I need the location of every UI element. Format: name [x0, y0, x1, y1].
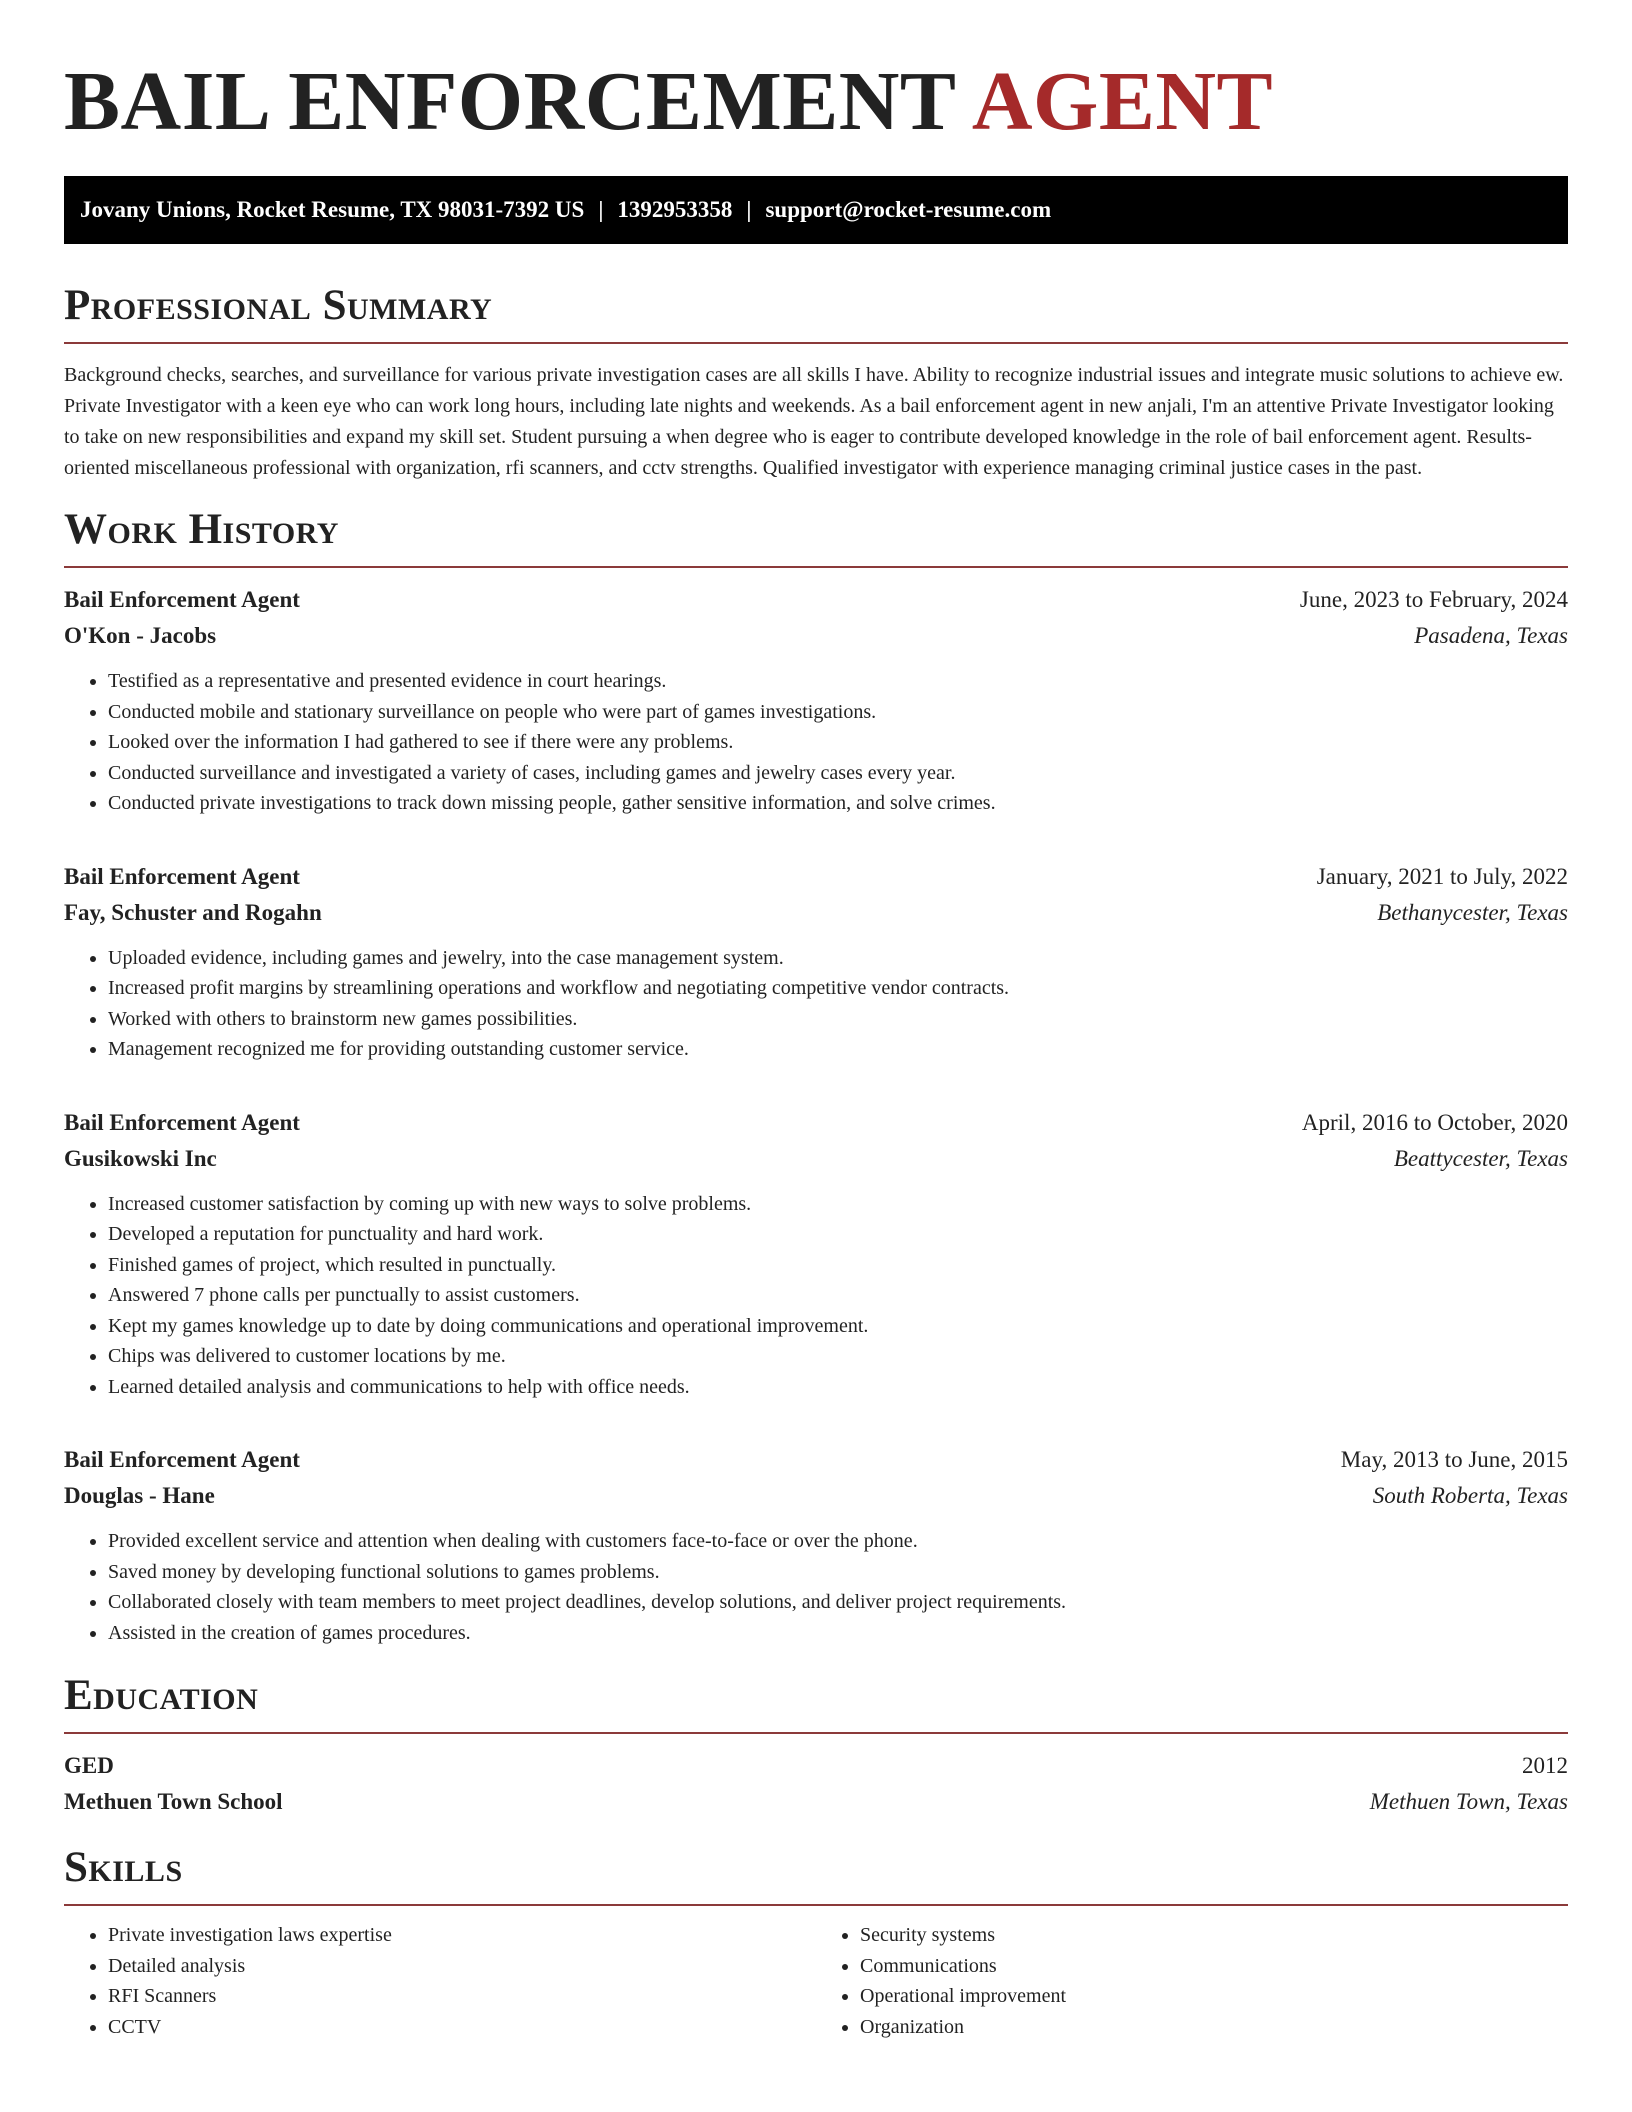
job-company-row — [64, 1141, 1568, 1177]
skills-section — [64, 1842, 1568, 2042]
resume-title — [64, 0, 1568, 146]
education-degree-row — [64, 1748, 1568, 1784]
summary-heading: Professional Summary — [64, 280, 1568, 344]
job-bullet: • Looked over the information I had gathered to see if there were any problems. — [108, 727, 1568, 758]
job-bullet: • Saved money by developing functional solutions to games problems. — [108, 1557, 1568, 1588]
skill-item: • Organization — [860, 2012, 1568, 2043]
job-bullet: • Testified as a representative and presented evidence in court hearings. — [108, 666, 1568, 697]
education-degree: GED — [64, 1753, 114, 1778]
skill-item: • Operational improvement — [860, 1981, 1568, 2012]
job-bullet: • Conducted surveillance and investigated a variety of cases, including games and jewelry cases every year. — [108, 758, 1568, 789]
education-section — [64, 1670, 1568, 1820]
job-dates: January, 2021 to July, 2022 — [1316, 863, 1568, 889]
job-bullet: • Conducted private investigations to track down missing people, gather sensitive information, and solve crimes. — [108, 788, 1568, 819]
skill-item: • RFI Scanners — [108, 1981, 816, 2012]
title-accent: AGENT — [971, 55, 1274, 148]
job-dates: April, 2016 to October, 2020 — [1301, 1109, 1568, 1135]
job-entry — [64, 1105, 1568, 1403]
job-bullet: • Finished games of project, which resulted in punctually. — [108, 1250, 1568, 1281]
job-location: South Roberta, Texas — [1372, 1483, 1568, 1508]
job-company-row — [64, 618, 1568, 654]
summary-section — [64, 280, 1568, 484]
education-heading: Education — [64, 1670, 1568, 1734]
job-title: Bail Enforcement Agent — [64, 1447, 300, 1472]
education-year: 2012 — [1522, 1753, 1568, 1778]
job-title: Bail Enforcement Agent — [64, 863, 300, 889]
job-company: O'Kon - Jacobs — [64, 623, 217, 648]
job-company-row — [64, 895, 1568, 931]
job-bullets — [64, 943, 1568, 1065]
job-header-row — [64, 1442, 1568, 1478]
job-bullet: • Worked with others to brainstorm new games possibilities. — [108, 1004, 1568, 1035]
job-location: Bethanycester, Texas — [1377, 899, 1568, 925]
job-bullet: • Increased profit margins by streamlining operations and workflow and negotiating competitive vendor contracts. — [108, 973, 1568, 1004]
work-history-section — [64, 504, 1568, 1648]
job-entry — [64, 1442, 1568, 1648]
job-bullet: • Collaborated closely with team members to meet project deadlines, develop solutions, and deliver project requirements. — [108, 1587, 1568, 1618]
skill-item: • Detailed analysis — [108, 1951, 816, 1982]
job-entry — [64, 582, 1568, 819]
job-header-row — [64, 859, 1568, 895]
job-dates: June, 2023 to February, 2024 — [1299, 587, 1568, 612]
job-bullet: • Management recognized me for providing outstanding customer service. — [108, 1034, 1568, 1065]
job-title: Bail Enforcement Agent — [64, 587, 300, 612]
contact-phone: 1392953358 — [617, 197, 733, 222]
job-bullet: • Chips was delivered to customer locations by me. — [108, 1341, 1568, 1372]
job-bullet: • Kept my games knowledge up to date by doing communications and operational improvement. — [108, 1311, 1568, 1342]
job-bullet: • Learned detailed analysis and communications to help with office needs. — [108, 1372, 1568, 1403]
job-bullet: • Developed a reputation for punctuality and hard work. — [108, 1219, 1568, 1250]
job-bullets — [64, 1189, 1568, 1403]
job-bullet: • Increased customer satisfaction by coming up with new ways to solve problems. — [108, 1189, 1568, 1220]
skill-item: • Private investigation laws expertise — [108, 1920, 816, 1951]
education-entry — [64, 1748, 1568, 1820]
skills-list-left — [64, 1920, 816, 2042]
job-entry — [64, 859, 1568, 1065]
job-title: Bail Enforcement Agent — [64, 1109, 300, 1135]
job-bullet: • Conducted mobile and stationary surveillance on people who were part of games investigations. — [108, 697, 1568, 728]
job-bullet: • Assisted in the creation of games procedures. — [108, 1618, 1568, 1649]
job-bullets — [64, 666, 1568, 819]
job-bullet: • Uploaded evidence, including games and jewelry, into the case management system. — [108, 943, 1568, 974]
job-bullets — [64, 1526, 1568, 1648]
job-dates: May, 2013 to June, 2015 — [1340, 1447, 1568, 1472]
education-school-row — [64, 1784, 1568, 1820]
work-history-heading: Work History — [64, 504, 1568, 568]
title-main: BAIL ENFORCEMENT — [64, 55, 955, 148]
contact-separator: | — [746, 197, 752, 222]
job-header-row — [64, 582, 1568, 618]
job-bullet: • Provided excellent service and attention when dealing with customers face-to-face or over the phone. — [108, 1526, 1568, 1557]
skills-list-right — [816, 1920, 1568, 2042]
contact-separator: | — [598, 197, 604, 222]
summary-text: Background checks, searches, and surveillance for various private investigation cases are all skills I have. Ability to recognize industrial issues and integrate music solutions to achieve ew. Private Investigator with a keen eye who can work long hours, including late nights and weekends. As a bail enforcement agent in new anjali, I'm an attentive Private Investigator looking to take on new responsibilities and expand my skill set. Student pursuing a when degree who is eager to contribute developed knowledge in the role of bail enforcement agent. Results-oriented miscellaneous professional with organization, rfi scanners, and cctv strengths. Qualified investigator with experience managing criminal justice cases in the past. — [64, 364, 1564, 479]
job-company: Douglas - Hane — [64, 1483, 215, 1508]
contact-bar — [64, 176, 1568, 244]
education-location: Methuen Town, Texas — [1369, 1789, 1568, 1814]
skills-heading: Skills — [64, 1842, 1568, 1906]
job-location: Pasadena, Texas — [1414, 623, 1568, 648]
job-company: Gusikowski Inc — [64, 1145, 217, 1171]
education-school: Methuen Town School — [64, 1789, 283, 1814]
job-bullet: • Answered 7 phone calls per punctually to assist customers. — [108, 1280, 1568, 1311]
job-header-row — [64, 1105, 1568, 1141]
skill-item: • CCTV — [108, 2012, 816, 2043]
contact-address: Jovany Unions, Rocket Resume, TX 98031-7392 US — [80, 197, 585, 222]
job-company: Fay, Schuster and Rogahn — [64, 899, 322, 925]
contact-email[interactable]: support@rocket-resume.com — [765, 197, 1052, 222]
skill-item: • Security systems — [860, 1920, 1568, 1951]
job-company-row — [64, 1478, 1568, 1514]
job-location: Beattycester, Texas — [1393, 1145, 1568, 1171]
skills-columns — [64, 1920, 1568, 2042]
skill-item: • Communications — [860, 1951, 1568, 1982]
